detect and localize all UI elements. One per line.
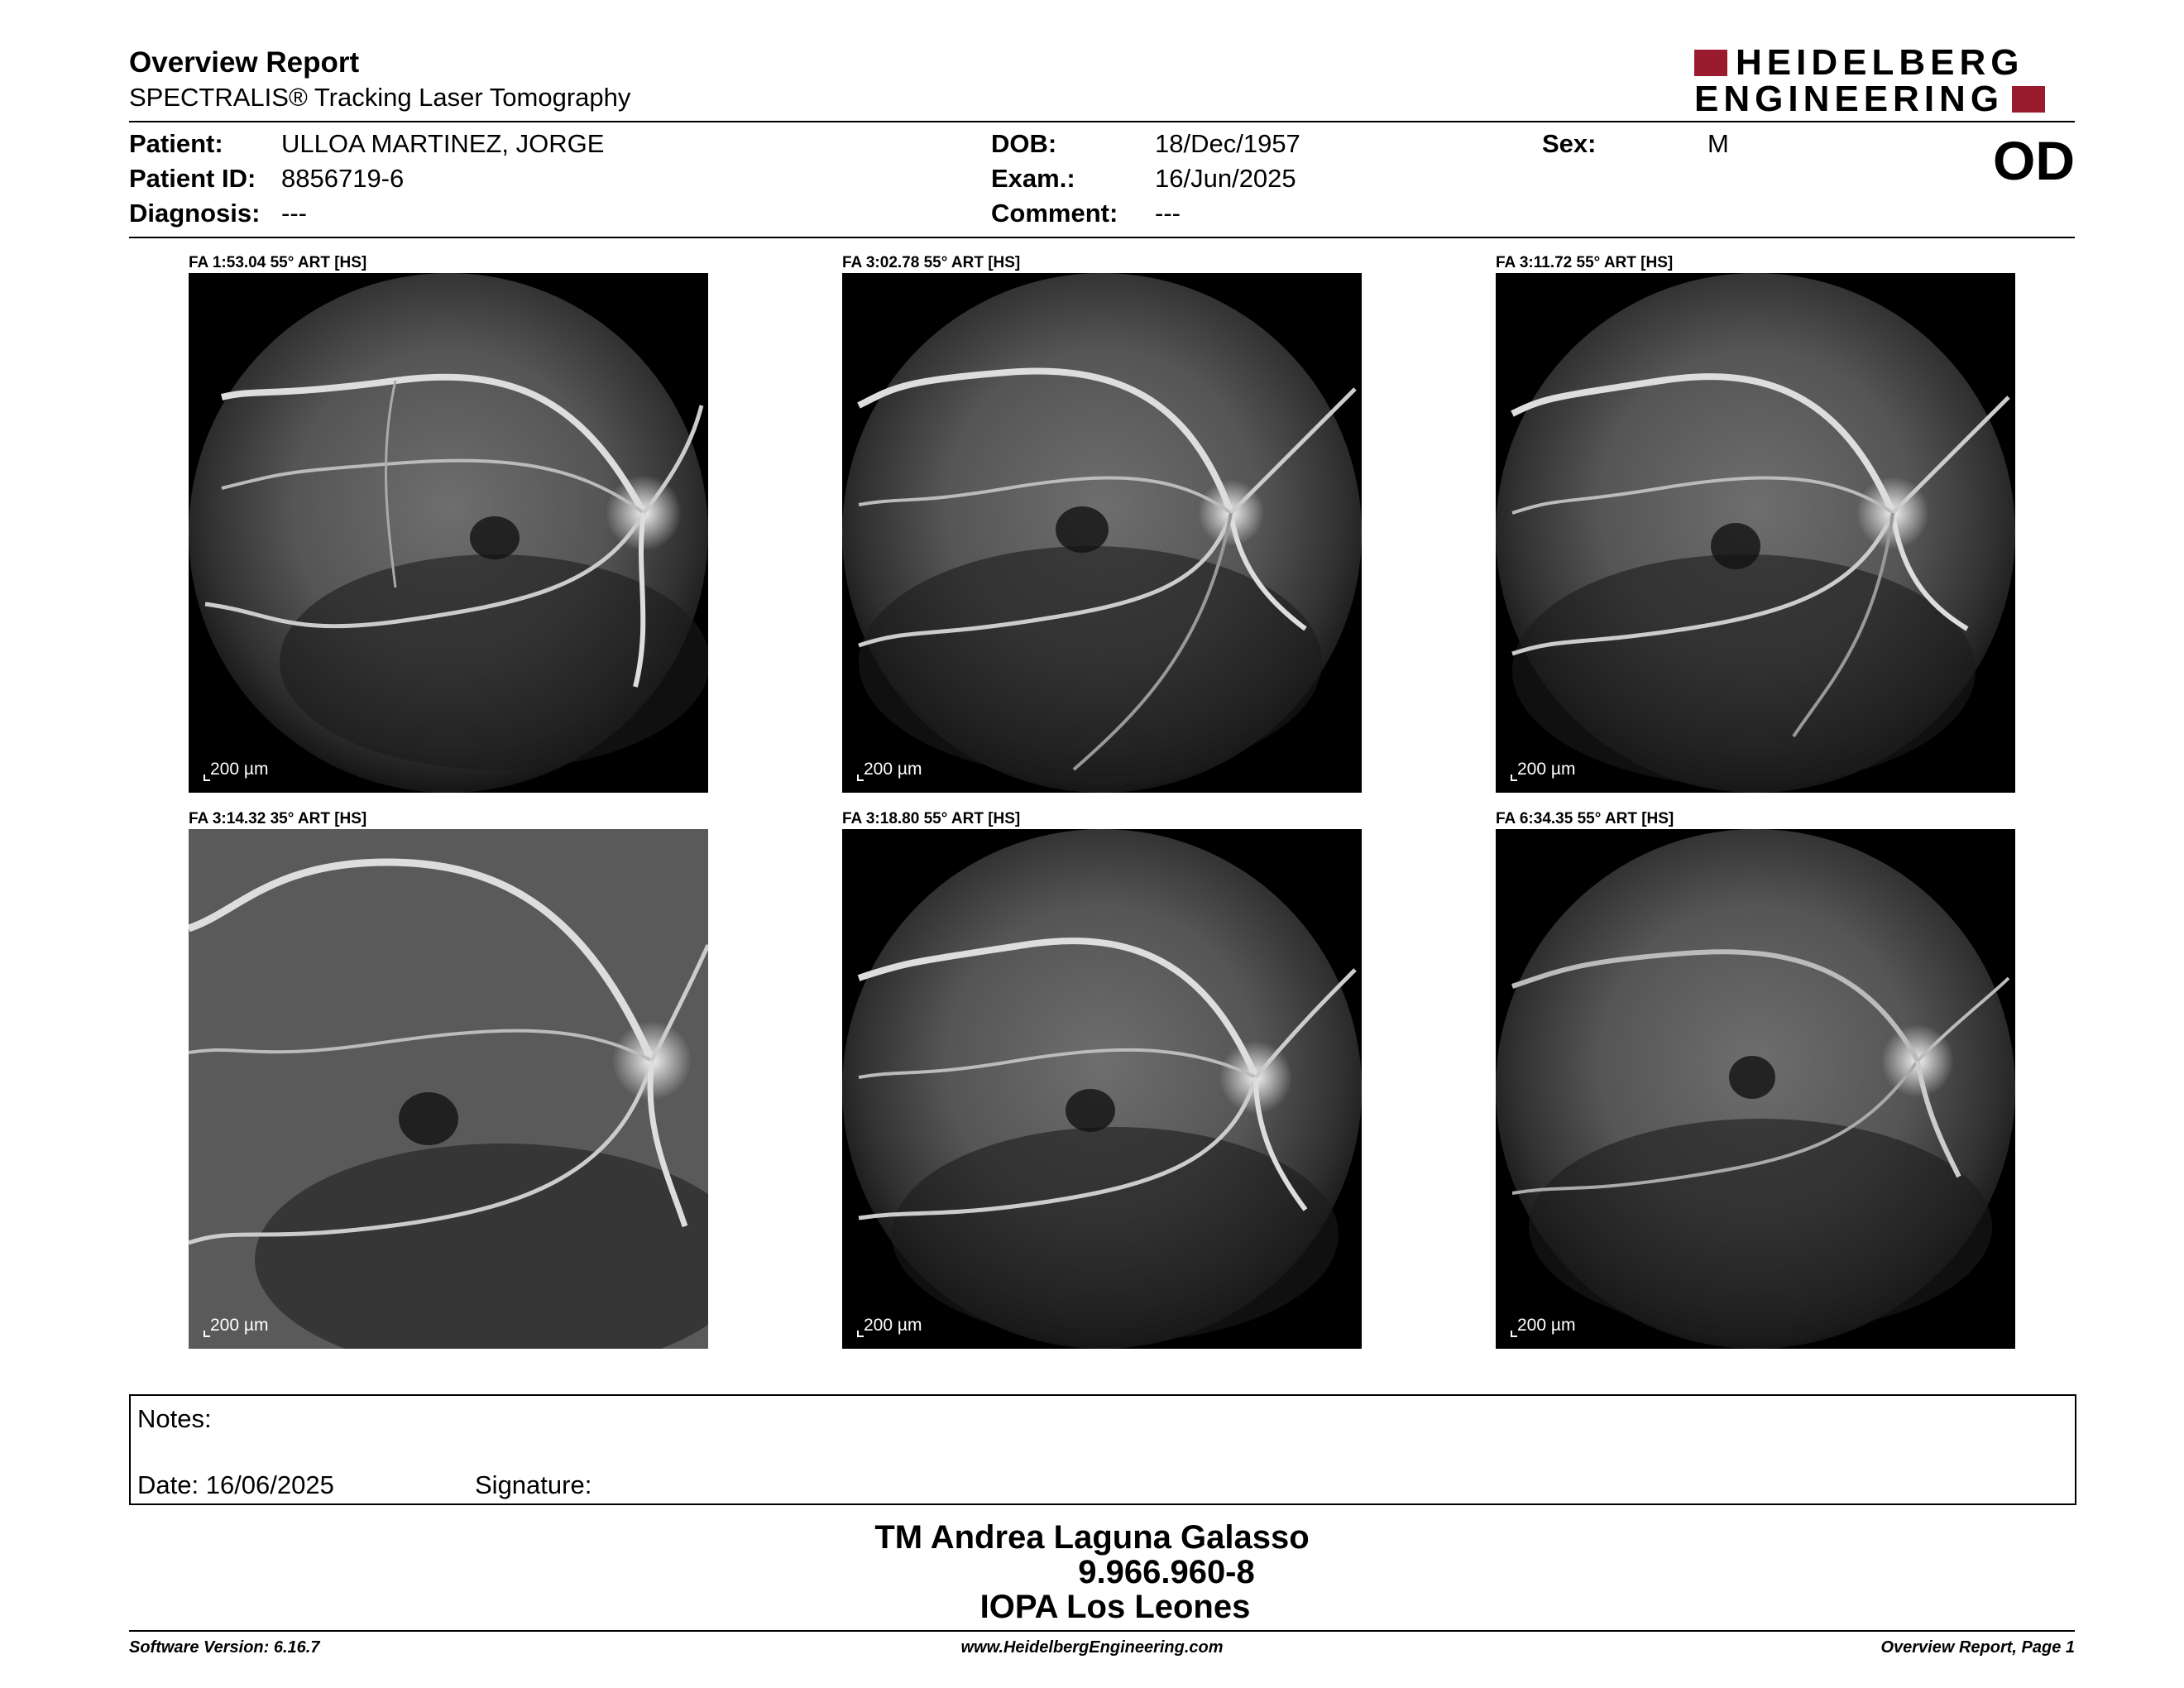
info-divider (129, 237, 2075, 238)
operator-name: TM Andrea Laguna Galasso (874, 1519, 1310, 1556)
diagnosis-value: --- (281, 199, 307, 228)
scale-label: 200 µm (210, 760, 269, 779)
scale-label: 200 µm (864, 760, 922, 779)
scale-bar-icon (204, 1331, 210, 1337)
angiogram-panel-1 (189, 253, 708, 793)
patient-id-label: Patient ID: (129, 164, 256, 193)
fundus-image (842, 829, 1362, 1349)
page-number: Overview Report, Page 1 (1880, 1638, 2075, 1657)
dob-value: 18/Dec/1957 (1155, 129, 1300, 158)
scale-label: 200 µm (864, 1316, 922, 1335)
scale-bar-icon (857, 774, 864, 781)
scale-bar-icon (1511, 774, 1517, 781)
fundus-image (1496, 273, 2015, 793)
report-subtitle: SPECTRALIS® Tracking Laser Tomography (129, 83, 631, 112)
footer-divider (129, 1630, 2075, 1632)
signature-label: Signature: (475, 1470, 592, 1499)
sex-value: M (1707, 129, 1729, 158)
exam-value: 16/Jun/2025 (1155, 164, 1296, 193)
angiogram-image[interactable] (189, 829, 708, 1349)
notes-box (129, 1394, 2076, 1505)
angiogram-caption: FA 1:53.04 55° ART [HS] (189, 254, 367, 271)
diagnosis-label: Diagnosis: (129, 199, 261, 228)
angiogram-caption: FA 3:11.72 55° ART [HS] (1496, 254, 1674, 271)
logo-square-bottom (2012, 86, 2045, 113)
notes-date: Date: 16/06/2025 (137, 1470, 334, 1499)
website-link[interactable]: www.HeidelbergEngineering.com (960, 1638, 1224, 1657)
operator-id: 9.966.960-8 (1078, 1554, 1255, 1590)
angiogram-image[interactable] (842, 829, 1362, 1349)
software-version: Software Version: 6.16.7 (129, 1638, 320, 1657)
comment-label: Comment: (991, 199, 1118, 228)
scale-bar-icon (857, 1331, 864, 1337)
eye-indicator: OD (1993, 130, 2075, 191)
angiogram-caption: FA 3:02.78 55° ART [HS] (842, 254, 1021, 271)
heidelberg-logo (1694, 42, 2075, 119)
logo-text-engineering: ENGINEERING (1694, 79, 2004, 119)
angiogram-image[interactable] (1496, 829, 2015, 1349)
scale-bar-icon (1511, 1331, 1517, 1337)
patient-id: 8856719-6 (281, 164, 405, 193)
patient-label: Patient: (129, 129, 223, 158)
angiogram-panel-2 (842, 253, 1362, 793)
angiogram-panel-3 (1496, 253, 2015, 793)
fundus-image (842, 273, 1362, 793)
angiogram-caption: FA 3:18.80 55° ART [HS] (842, 810, 1021, 827)
angiogram-panel-6 (1496, 809, 2015, 1349)
logo-text-heidelberg: HEIDELBERG (1736, 42, 2024, 83)
angiogram-caption: FA 3:14.32 35° ART [HS] (189, 810, 367, 827)
report-title: Overview Report (129, 46, 360, 79)
angiogram-panel-5 (842, 809, 1362, 1349)
scale-label: 200 µm (1517, 1316, 1576, 1335)
notes-label: Notes: (137, 1404, 212, 1433)
scale-label: 200 µm (210, 1316, 269, 1335)
logo-square-top (1694, 50, 1727, 76)
institution-name: IOPA Los Leones (979, 1589, 1251, 1625)
angiogram-image[interactable] (1496, 273, 2015, 793)
fundus-image (189, 829, 708, 1349)
angiogram-panel-4 (189, 809, 708, 1349)
scale-label: 200 µm (1517, 760, 1576, 779)
scale-bar-icon (204, 774, 210, 781)
dob-label: DOB: (991, 129, 1057, 158)
angiogram-caption: FA 6:34.35 55° ART [HS] (1496, 810, 1674, 827)
angiogram-image[interactable] (842, 273, 1362, 793)
fundus-image (1496, 829, 2015, 1349)
angiogram-image[interactable] (189, 273, 708, 793)
sex-label: Sex: (1542, 129, 1597, 158)
exam-label: Exam.: (991, 164, 1075, 193)
fundus-image (189, 273, 708, 793)
comment-value: --- (1155, 199, 1181, 228)
header-divider (129, 121, 2075, 122)
patient-name: ULLOA MARTINEZ, JORGE (281, 129, 605, 158)
